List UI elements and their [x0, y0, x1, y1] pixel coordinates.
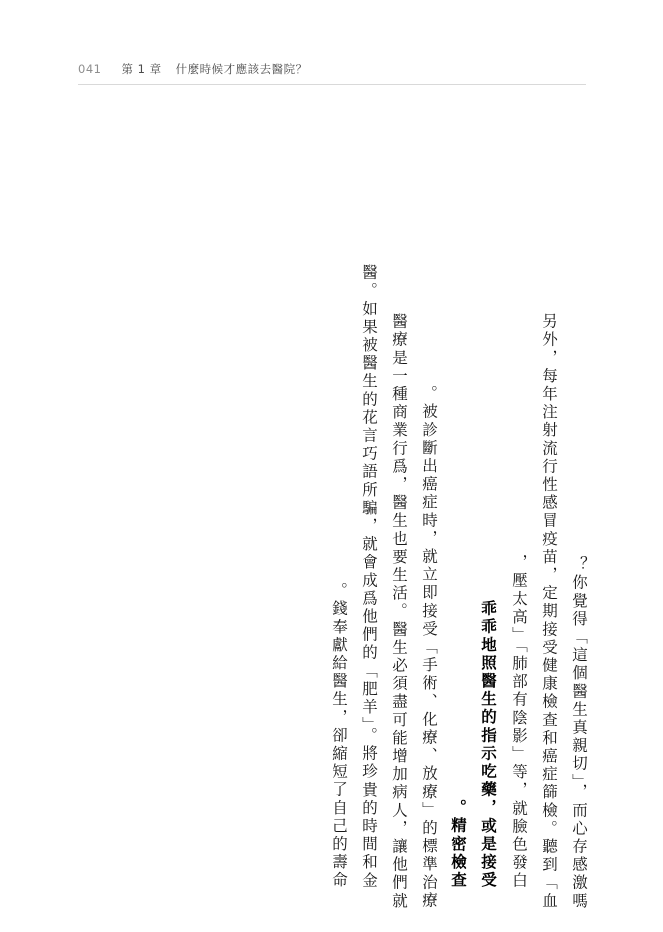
- text-column: 醫。如果被醫生的花言巧語所騙，就會成爲他們的「肥羊」。將珍貴的時間和金: [360, 264, 378, 890]
- running-head: [78, 58, 585, 80]
- chapter-title: 什麼時候才應該去醫院？: [175, 62, 308, 76]
- text-column: 壓太高」「肺部有陰影」等，就臉色發白，: [510, 553, 528, 890]
- text-column-emphasis: 乖乖地照醫生的指示吃藥，或是接受: [479, 600, 498, 890]
- page-number: 041: [78, 62, 102, 76]
- text-column: 另外，每年注射流行性感冒疫苗，定期接受健康檢查和癌症篩檢。聽到「血: [540, 312, 558, 910]
- text-column: 醫療是一種商業行爲，醫生也要生活。醫生必須盡可能增加病人，讓他們就: [390, 312, 408, 910]
- text-column: 被診斷出癌症時，就立即接受「手術、化療、放療」的標準治療。: [420, 385, 438, 910]
- header-divider: [78, 84, 586, 85]
- text-column: 錢奉獻給醫生，卻縮短了自己的壽命。: [330, 582, 348, 890]
- text-column-emphasis: 精密檢查。: [449, 799, 468, 890]
- text-column: 你覺得「這個醫生真親切」，而心存感激嗎？: [570, 555, 588, 910]
- vertical-text-body: [78, 150, 588, 910]
- chapter-number: 第 1 章: [121, 62, 162, 76]
